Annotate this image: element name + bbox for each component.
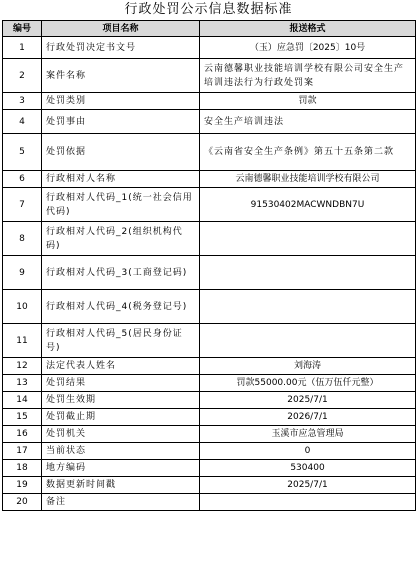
item-value: 0 bbox=[200, 443, 416, 460]
item-name: 处罚类别 bbox=[42, 93, 200, 110]
item-name: 处罚生效期 bbox=[42, 392, 200, 409]
item-name: 行政相对人代码_1(统一社会信用代码) bbox=[42, 188, 200, 222]
row-number: 9 bbox=[3, 256, 42, 290]
item-value: 530400 bbox=[200, 460, 416, 477]
table-row bbox=[3, 460, 416, 477]
row-number: 17 bbox=[3, 443, 42, 460]
item-value: 云南德馨职业技能培训学校有限公司安全生产培训违法行为行政处罚案 bbox=[200, 59, 416, 93]
row-number: 6 bbox=[3, 171, 42, 188]
item-name: 数据更新时间戳 bbox=[42, 477, 200, 494]
row-number: 10 bbox=[3, 290, 42, 324]
table-row bbox=[3, 93, 416, 110]
row-number: 1 bbox=[3, 37, 42, 59]
item-name: 当前状态 bbox=[42, 443, 200, 460]
item-value bbox=[200, 324, 416, 358]
table-row bbox=[3, 494, 416, 511]
row-number: 2 bbox=[3, 59, 42, 93]
item-name: 处罚依据 bbox=[42, 134, 200, 171]
row-number: 18 bbox=[3, 460, 42, 477]
table-row bbox=[3, 110, 416, 134]
row-number: 13 bbox=[3, 375, 42, 392]
item-value: 罚款 bbox=[200, 93, 416, 110]
item-name: 行政处罚决定书文号 bbox=[42, 37, 200, 59]
item-value: 2025/7/1 bbox=[200, 392, 416, 409]
item-name: 行政相对人名称 bbox=[42, 171, 200, 188]
row-number: 15 bbox=[3, 409, 42, 426]
row-number: 16 bbox=[3, 426, 42, 443]
row-number: 7 bbox=[3, 188, 42, 222]
table-row bbox=[3, 392, 416, 409]
item-value bbox=[200, 222, 416, 256]
item-name: 备注 bbox=[42, 494, 200, 511]
row-number: 3 bbox=[3, 93, 42, 110]
record-table bbox=[2, 20, 416, 511]
item-name: 行政相对人代码_3(工商登记码) bbox=[42, 256, 200, 290]
column-header-name: 项目名称 bbox=[42, 21, 200, 37]
item-value: 玉溪市应急管理局 bbox=[200, 426, 416, 443]
item-name: 行政相对人代码_5(居民身份证号) bbox=[42, 324, 200, 358]
item-value bbox=[200, 256, 416, 290]
table-row bbox=[3, 426, 416, 443]
row-number: 20 bbox=[3, 494, 42, 511]
item-value: 安全生产培训违法 bbox=[200, 110, 416, 134]
item-value: 云南德馨职业技能培训学校有限公司 bbox=[200, 171, 416, 188]
table-row bbox=[3, 443, 416, 460]
row-number: 12 bbox=[3, 358, 42, 375]
table-row bbox=[3, 59, 416, 93]
table-row bbox=[3, 324, 416, 358]
table-header-row bbox=[3, 21, 416, 37]
table-row bbox=[3, 290, 416, 324]
row-number: 11 bbox=[3, 324, 42, 358]
table-row bbox=[3, 37, 416, 59]
table-row bbox=[3, 375, 416, 392]
item-value: 刘海涛 bbox=[200, 358, 416, 375]
row-number: 4 bbox=[3, 110, 42, 134]
item-value: 2025/7/1 bbox=[200, 477, 416, 494]
item-name: 行政相对人代码_2(组织机构代码) bbox=[42, 222, 200, 256]
item-name: 处罚机关 bbox=[42, 426, 200, 443]
table-row bbox=[3, 477, 416, 494]
table-body bbox=[3, 37, 416, 511]
row-number: 14 bbox=[3, 392, 42, 409]
item-value: 91530402MACWNDBN7U bbox=[200, 188, 416, 222]
table-row bbox=[3, 409, 416, 426]
item-name: 处罚截止期 bbox=[42, 409, 200, 426]
item-name: 地方编码 bbox=[42, 460, 200, 477]
item-value bbox=[200, 494, 416, 511]
table-row bbox=[3, 134, 416, 171]
table-row bbox=[3, 358, 416, 375]
table-row bbox=[3, 222, 416, 256]
item-name: 案件名称 bbox=[42, 59, 200, 93]
column-header-no: 编号 bbox=[3, 21, 42, 37]
table-row bbox=[3, 256, 416, 290]
item-value: 《云南省安全生产条例》第五十五条第二款 bbox=[200, 134, 416, 171]
item-name: 处罚事由 bbox=[42, 110, 200, 134]
row-number: 19 bbox=[3, 477, 42, 494]
item-name: 行政相对人代码_4(税务登记号) bbox=[42, 290, 200, 324]
item-value bbox=[200, 290, 416, 324]
table-row bbox=[3, 171, 416, 188]
item-value: 2026/7/1 bbox=[200, 409, 416, 426]
item-value: 罚款55000.00元（伍万伍仟元整） bbox=[200, 375, 416, 392]
row-number: 8 bbox=[3, 222, 42, 256]
page-title: 行政处罚公示信息数据标准 bbox=[124, 2, 293, 17]
column-header-value: 报送格式 bbox=[200, 21, 416, 37]
table-row bbox=[3, 188, 416, 222]
item-name: 处罚结果 bbox=[42, 375, 200, 392]
item-value: （玉）应急罚〔2025〕10号 bbox=[200, 37, 416, 59]
item-name: 法定代表人姓名 bbox=[42, 358, 200, 375]
row-number: 5 bbox=[3, 134, 42, 171]
